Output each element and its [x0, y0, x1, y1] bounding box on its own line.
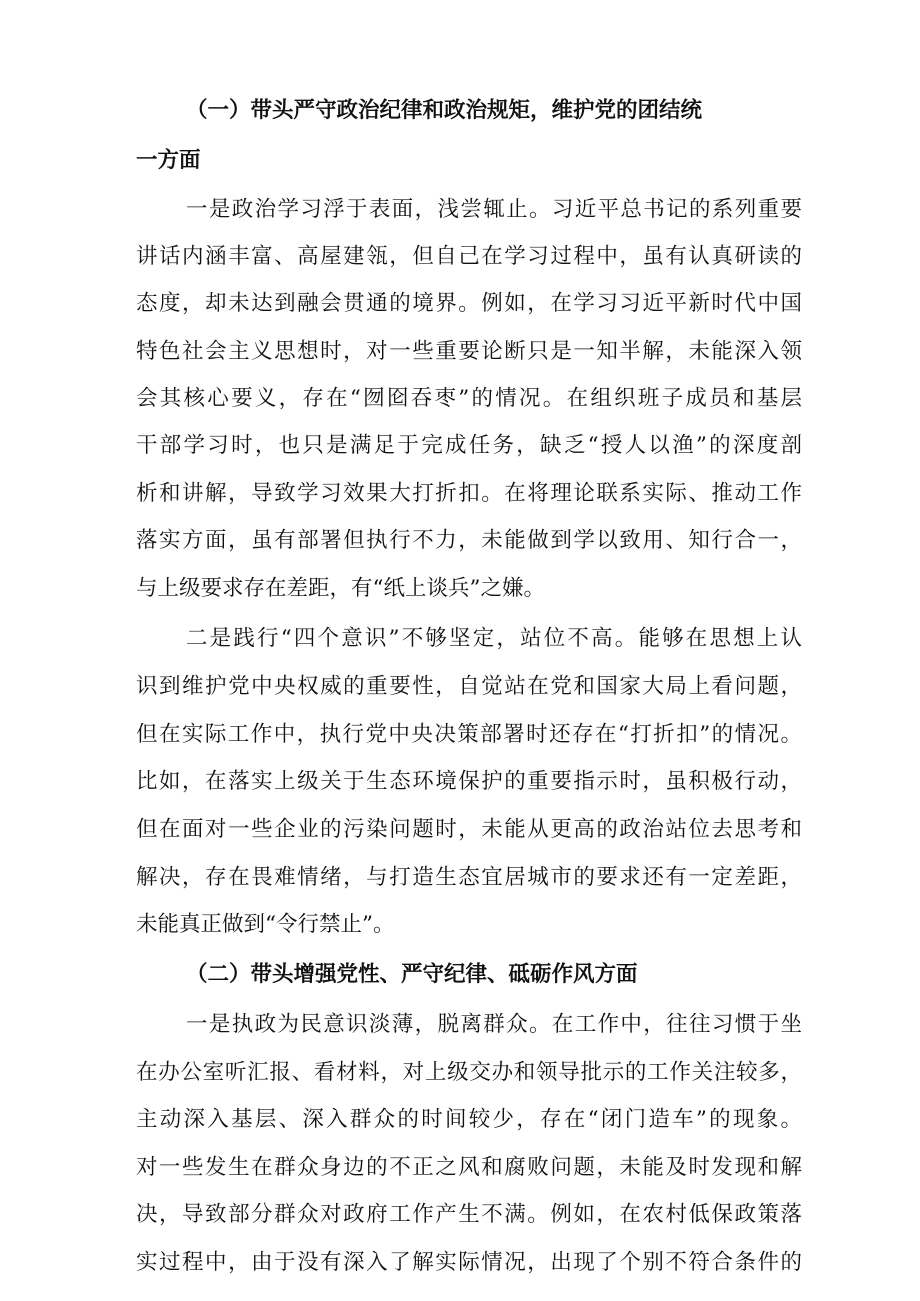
text-line: 与上级要求存在差距，有“纸上谈兵”之嫌。: [136, 576, 545, 601]
text-line: 未能真正做到“令行禁止”。: [136, 912, 395, 937]
text-line: 一是政治学习浮于表面，浅尝辄止。习近平总书记的系列重要: [186, 197, 802, 222]
text-line: 比如，在落实上级关于生态环境保护的重要指示时，虽积极行动，: [136, 769, 802, 794]
text-line: 但在面对一些企业的污染问题时，未能从更高的政治站位去思考和: [136, 817, 802, 842]
section-2-heading: （二）带头增强党性、严守纪律、砥砺作风方面: [186, 962, 638, 987]
text-line: 主动深入基层、深入群众的时间较少，存在“闭门造车”的现象。: [136, 1107, 802, 1132]
section-1-heading-line-1: （一）带头严守政治纪律和政治规矩，维护党的团结统: [186, 98, 703, 123]
text-line: 决，导致部分群众对政府工作产生不满。例如，在农村低保政策落: [136, 1202, 802, 1227]
text-line: 特色社会主义思想时，对一些重要论断只是一知半解，未能深入领: [136, 339, 802, 364]
text-line: 二是践行“四个意识”不够坚定，站位不高。能够在思想上认: [186, 626, 802, 651]
text-line: 解决，存在畏难情绪，与打造生态宜居城市的要求还有一定差距，: [136, 865, 802, 890]
text-line: 实过程中，由于没有深入了解实际情况，出现了个别不符合条件的: [136, 1250, 802, 1275]
text-line: 讲话内涵丰富、高屋建瓴，但自己在学习过程中，虽有认真研读的: [136, 244, 802, 269]
text-line: 但在实际工作中，执行党中央决策部署时还存在“打折扣”的情况。: [136, 722, 802, 747]
text-line: 一是执政为民意识淡薄，脱离群众。在工作中，往往习惯于坐: [186, 1012, 802, 1037]
text-line: 识到维护党中央权威的重要性，自觉站在党和国家大局上看问题，: [136, 674, 802, 699]
text-line: 析和讲解，导致学习效果大打折扣。在将理论联系实际、推动工作: [136, 481, 802, 506]
section-1-heading-line-2: 一方面: [136, 148, 201, 173]
text-line: 干部学习时，也只是满足于完成任务，缺乏“授人以渔”的深度剖: [136, 433, 802, 458]
text-line: 在办公室听汇报、看材料，对上级交办和领导批示的工作关注较多，: [136, 1060, 802, 1085]
text-line: 会其核心要义，存在“囫囵吞枣”的情况。在组织班子成员和基层: [136, 386, 802, 411]
text-line: 对一些发生在群众身边的不正之风和腐败问题，未能及时发现和解: [136, 1155, 802, 1180]
text-line: 态度，却未达到融会贯通的境界。例如，在学习习近平新时代中国: [136, 291, 802, 316]
text-line: 落实方面，虽有部署但执行不力，未能做到学以致用、知行合一，: [136, 528, 802, 553]
